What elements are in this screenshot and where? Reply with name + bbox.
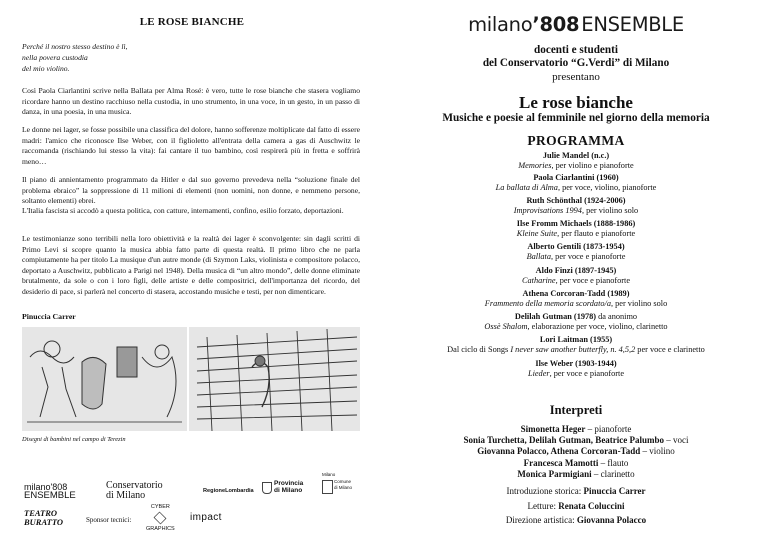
paragraph-1: Così Paola Ciarlantini scrive nella Ballata per Alma Rosé: è vero, tutte le rose bianche che stasera vogliamo ricordare hanno un destino racchiuso nella custodia, in uno strumento, in una voce, in un gesto, in un passo di danza, in una poesia, in una musica.: [22, 86, 360, 117]
composer-name: Alberto Gentili (1873-1954): [527, 242, 625, 251]
program-entry: [384, 266, 768, 287]
sponsor-logos: [22, 472, 362, 532]
poem-quote: [22, 41, 128, 74]
composer-line: [384, 219, 768, 229]
logo-text: di Milano: [274, 487, 303, 494]
brand-number: ’808: [532, 13, 580, 36]
logo-text: GRAPHICS: [146, 526, 175, 532]
performer-names: Sonia Turchetta, Delilah Gutman, Beatrice Palumbo: [463, 435, 665, 446]
credit-line: [384, 484, 768, 499]
composer-line: [384, 289, 768, 299]
work-title: Ballata: [526, 252, 552, 262]
work-line: [384, 299, 768, 309]
performer-names: Monica Parmigiani: [517, 468, 592, 479]
paragraph-3: Il piano di annientamento programmato da Hitler e dal suo governo prevedeva nella “soluzione finale del problema ebraico” la soppressione di 11 milioni di elementi (non uomini, non donne, e nemmeno persone, soltanto elementi) ebrei.: [22, 175, 360, 206]
work-line: [384, 252, 768, 262]
work-title: Ossè Shalom: [484, 322, 528, 332]
conservatorio-logo: [106, 480, 163, 501]
work-line: [384, 276, 768, 286]
composer-line: [384, 242, 768, 252]
logo-text: di Milano: [334, 484, 353, 490]
work-line: [384, 161, 768, 171]
program-entry: [384, 173, 768, 194]
work-title: Kleine Suite: [516, 229, 558, 239]
poem-line: nella povera custodia: [22, 53, 88, 62]
program-entry: [384, 196, 768, 217]
milano-small-text: Milano: [322, 472, 336, 477]
credit-label: Direzione artistica:: [505, 515, 577, 525]
composer-line: [384, 151, 768, 161]
drawings-caption: Disegni di bambini nel campo di Terezin: [22, 436, 126, 443]
provincia-crest-icon: [262, 482, 272, 494]
poem-line: Perché il nostro stesso destino è lì,: [22, 42, 128, 51]
work-title: Frammento della memoria scordato/a: [484, 299, 611, 309]
performer-role: – clarinetto: [591, 468, 635, 479]
credit-line: [384, 513, 768, 528]
work-detail: , per voce e pianoforte: [551, 252, 626, 262]
performer-line: [384, 424, 768, 435]
work-line: [384, 229, 768, 239]
work-title: Catharine: [521, 276, 556, 286]
work-detail: , per violino e pianoforte: [551, 161, 634, 171]
composer-name: Ruth Schönthal (1924-2006): [526, 196, 626, 205]
work-detail: , elaborazione per voce, violino, clarinetto: [527, 322, 668, 332]
work-detail: , per violino solo: [610, 299, 668, 309]
credit-label: Letture:: [527, 500, 559, 511]
work-detail: per voce e clarinetto: [635, 345, 705, 355]
credit-name: Pinuccia Carrer: [583, 486, 646, 496]
composer-name: Paola Ciarlantini (1960): [533, 173, 619, 182]
logo-text: Comune: [334, 479, 352, 484]
work-detail: , per voce e pianoforte: [555, 276, 631, 286]
performer-role: – voci: [664, 435, 689, 446]
logo-text: ENSEMBLE: [24, 490, 76, 501]
programma-heading: PROGRAMMA: [527, 133, 625, 148]
children-drawings-image: [22, 327, 360, 431]
logo-text: di Milano: [106, 490, 146, 501]
performer-line: [384, 458, 768, 469]
program-entry: [384, 151, 768, 172]
logo-text: Provincia: [274, 480, 304, 487]
work-prefix: Dal ciclo di Songs: [447, 345, 511, 355]
poem-line: del mio violino.: [22, 64, 70, 73]
performer-role: – violino: [640, 446, 675, 457]
work-detail: , per violino solo: [581, 206, 639, 216]
paragraph-3b: L'Italia fascista si accodò a questa politica, con catture, internamenti, confino, esilio forzato, deportazioni.: [22, 206, 344, 215]
credit-name: Renata Coluccini: [558, 500, 625, 511]
performer-role: – flauto: [598, 457, 629, 468]
milano808-logo: [24, 482, 76, 501]
program-entry: [384, 242, 768, 263]
performer-line: [384, 435, 768, 446]
paragraph-2: Le donne nei lager, se fosse possibile una classifica del dolore, hanno sofferenze moltiplicate dal fatto di essere madri: l'amico che riconosce Ilse Weber, con il figlioletto all'entrata della camera a gas di Auschwitz le raccomanda (rischiando lui stesso la vita): fai cantare il tuo bambino, così respirerà più in fretta e soffrirà meno…: [22, 125, 360, 166]
credit-name: Giovanna Polacco: [576, 515, 647, 525]
composer-line: [384, 266, 768, 276]
program-entry: [384, 219, 768, 240]
work-detail: , per voce, violino, pianoforte: [557, 183, 657, 193]
work-detail: , per voce e pianoforte: [549, 369, 625, 379]
work-line: [384, 369, 768, 379]
impact-logo: impact: [190, 512, 222, 523]
composer-line: [384, 196, 768, 206]
program-entry: [384, 312, 768, 333]
signature: Pinuccia Carrer: [22, 312, 76, 321]
logo-text: CYBER: [150, 504, 170, 510]
concert-subtitle: Musiche e poesie al femminile nel giorno della memoria: [442, 112, 710, 124]
work-line: [384, 206, 768, 216]
composer-name: Julie Mandel (n.c.): [542, 151, 610, 160]
cyber-graphics-logo: [146, 503, 175, 533]
performer-line: [384, 446, 768, 457]
composer-name: Athena Corcoran-Tadd (1989): [522, 289, 630, 298]
intro-line-1: docenti e studenti: [534, 44, 618, 56]
intro-line-3: presentano: [552, 71, 600, 83]
composer-name: Aldo Finzi (1897-1945): [535, 266, 617, 275]
logo-text: TEATRO: [24, 508, 58, 518]
provincia-logo: [274, 480, 303, 494]
work-line: [384, 322, 768, 332]
work-title: Lieder: [527, 369, 550, 379]
work-detail: , per flauto e pianoforte: [557, 229, 636, 239]
work-title: Memories: [518, 161, 552, 171]
performer-names: Simonetta Heger: [520, 424, 586, 434]
composer-name: Ilse Fromm Michaels (1888-1986): [516, 219, 636, 228]
sponsor-label: Sponsor tecnici:: [86, 516, 132, 524]
composer-name: Ilse Weber (1903-1944): [535, 359, 617, 368]
work-line: [384, 183, 768, 193]
program-entry: [384, 289, 768, 310]
concert-title: Le rose bianche: [519, 93, 633, 112]
composer-line: [384, 312, 768, 322]
performer-role: – pianoforte: [585, 424, 632, 434]
composer-extra: da anonimo: [596, 312, 638, 321]
work-title: Improvisations 1994: [513, 206, 582, 216]
performer-names: Giovanna Polacco, Athena Corcoran-Tadd: [477, 446, 641, 457]
performer-line: [384, 469, 768, 480]
paragraph-4: Le testimonianze sono terribili nella loro obiettività e la realtà dei lager è sconvolgente: sin dagli scritti di Primo Levi si scopre quanto la musica abbia fatto parte di questa realtà. Il primo libro che ne parla compiutamente ha per titolo La musique d'un autre monde (di Szymon Laks, violinista e compositore polacco, deportato a Auschwitz, pubblicato a Parigi nel 1948). Della musica di “un altro mondo”, delle donne eliminate brutalmente, da sole o con i loro figli, delle artiste e delle compositrici, dell'importanza del ricordo, del desiderio di pace, si parlerà nel concerto di stasera, accostando musiche e testi, per non dimenticare.: [22, 234, 360, 296]
brand-text: ENSEMBLE: [581, 13, 684, 36]
teatro-buratto-logo: [24, 509, 63, 527]
composer-line: [384, 173, 768, 183]
work-title: La ballata di Alma: [495, 183, 558, 193]
interpreti-heading: Interpreti: [549, 403, 603, 417]
credit-label: Introduzione storica:: [506, 486, 584, 496]
work-line: [384, 345, 768, 355]
logo-text: BURATTO: [24, 517, 64, 527]
comune-logo: [334, 479, 352, 490]
logo-text: Conservatorio: [106, 480, 163, 491]
comune-crest-icon: [322, 480, 333, 494]
composer-line: [384, 359, 768, 369]
brand-text: milano: [468, 13, 533, 36]
composer-name: Delilah Gutman (1978): [514, 312, 597, 321]
work-title: I never saw another butterfly, n. 4,5,2: [510, 345, 636, 355]
composer-name: Lori Laitman (1955): [539, 335, 613, 344]
left-title: LE ROSE BIANCHE: [139, 16, 245, 28]
program-entry: [384, 359, 768, 380]
logo-text: milano'808: [24, 482, 68, 492]
program-entry: [384, 335, 768, 356]
performer-names: Francesca Mamotti: [523, 457, 599, 468]
ensemble-brand: [384, 13, 768, 36]
composer-line: [384, 335, 768, 345]
intro-line-2: del Conservatorio “G.Verdi” di Milano: [482, 57, 670, 69]
regione-lombardia-logo: RegioneLombardia: [203, 488, 254, 494]
credit-line: [384, 499, 768, 514]
